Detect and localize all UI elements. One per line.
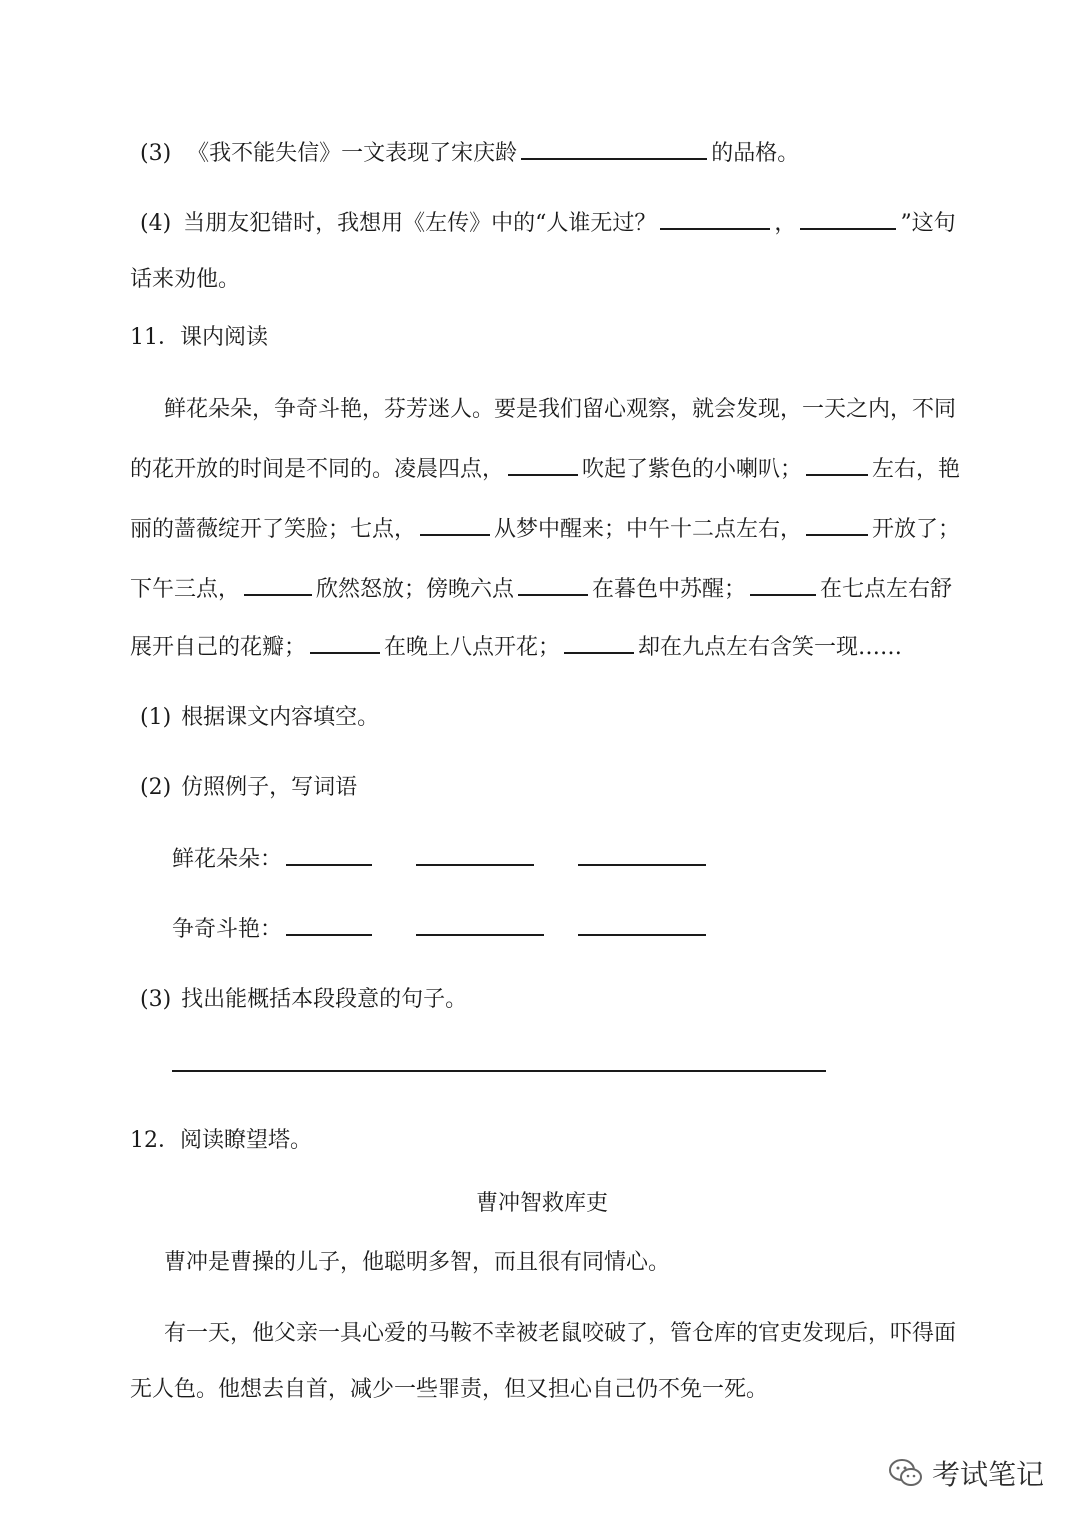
answer-blank[interactable] [750,593,816,596]
q10-item3-text-after: 的品格。 [711,141,800,166]
passage-text: 从梦中醒来；中午十二点左右， [494,517,803,542]
answer-blank[interactable] [244,593,312,596]
q11-passage-line5 [130,630,902,661]
watermark-text: 考试笔记 [931,1458,1044,1491]
q11-sub3-text: 找出能概括本段段意的句子。 [181,987,468,1012]
example-label: 争奇斗艳： [172,917,283,942]
wechat-icon [888,1458,924,1488]
q11-sub3-num: (3) [140,987,172,1012]
answer-blank[interactable] [518,593,588,596]
q10-item4-text-before: 当朋友犯错时，我想用《左传》中的“人谁无过？ [183,211,657,236]
q12-heading: 12．阅读瞭望塔。 [130,1128,312,1153]
q11-passage-line2 [130,452,960,483]
example-label: 鲜花朵朵： [172,847,283,872]
passage-text: 在七点左右舒 [820,577,953,602]
q10-item4 [140,206,956,237]
q11-sub2-text: 仿照例子，写词语 [181,775,358,800]
passage-text: 左右，艳 [872,457,961,482]
answer-line[interactable] [172,1070,826,1072]
passage-text: 欣然怒放；傍晚六点 [316,577,515,602]
q12-paragraph-2-line1: 有一天，他父亲一具心爱的马鞍不幸被老鼠咬破了，管仓库的官吏发现后，吓得面 [164,1321,957,1346]
answer-blank[interactable] [564,651,634,654]
q11-example-row2 [172,912,710,943]
q12-title: 曹冲智救库吏 [476,1191,609,1216]
answer-blank[interactable] [521,157,707,160]
q11-heading: 11．课内阅读 [130,325,268,350]
passage-text: 开放了； [872,517,961,542]
q11-sub1 [140,700,379,731]
answer-blank[interactable] [508,473,578,476]
passage-text: 的花开放的时间是不同的。凌晨四点， [130,457,505,482]
answer-blank[interactable] [286,863,372,866]
q12-paragraph-2-line2: 无人色。他想去自首，减少一些罪责，但又担心自己仍不免一死。 [130,1377,769,1402]
watermark [888,1453,1044,1493]
answer-blank[interactable] [310,651,380,654]
answer-blank[interactable] [578,863,706,866]
q11-sub2-num: (2) [140,775,172,800]
q10-item4-comma: ， [774,211,797,236]
q11-sub1-num: (1) [140,705,172,730]
q10-item3-num: (3) [140,141,172,166]
q11-passage-line3 [130,512,960,543]
answer-blank[interactable] [800,227,896,230]
passage-text: 却在九点左右含笑一现…… [638,635,903,660]
q11-passage-line1: 鲜花朵朵，争奇斗艳，芬芳迷人。要是我们留心观察，就会发现，一天之内，不同 [164,397,957,422]
answer-blank[interactable] [416,933,544,936]
q10-item3 [140,136,799,167]
passage-text: 吹起了紫色的小喇叭； [582,457,803,482]
q12-paragraph-1: 曹冲是曹操的儿子，他聪明多智，而且很有同情心。 [164,1250,671,1275]
answer-blank[interactable] [286,933,372,936]
q11-example-row1 [172,842,710,873]
answer-blank[interactable] [420,533,490,536]
passage-text: 在暮色中苏醒； [592,577,747,602]
answer-blank[interactable] [806,473,868,476]
passage-text: 展开自己的花瓣； [130,635,307,660]
answer-blank[interactable] [416,863,534,866]
answer-blank[interactable] [660,227,770,230]
passage-text: 下午三点， [130,577,241,602]
q10-item4-num: (4) [140,211,172,236]
q10-item4-text-after: ”这句 [900,211,956,236]
answer-blank[interactable] [578,933,706,936]
passage-text: 丽的蔷薇绽开了笑脸；七点， [130,517,417,542]
q11-sub3 [140,982,467,1013]
passage-text: 在晚上八点开花； [384,635,561,660]
q10-item3-text-before: 《我不能失信》一文表现了宋庆龄 [187,141,518,166]
q10-item4-line2: 话来劝他。 [130,267,241,292]
q11-sub1-text: 根据课文内容填空。 [181,705,380,730]
answer-blank[interactable] [806,533,868,536]
q11-sub2 [140,770,357,801]
q11-passage-line4 [130,572,952,603]
